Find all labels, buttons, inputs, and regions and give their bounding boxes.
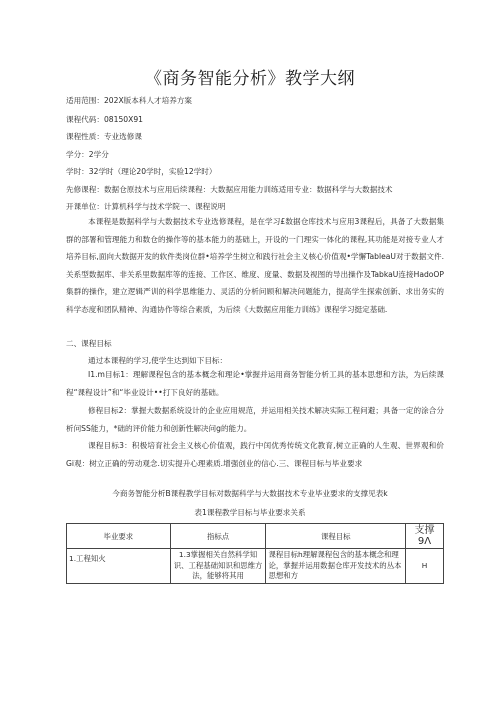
goal-3-text: 课程目标3：积极培育社会主义核心价值观，践行中闰优秀传统文化教育,树立正确的人生观、世界观和价Gi观：树立正确的劳动观念.切实提升心理素质.增强创业的信心.三、课程目标与毕业要求 [66, 441, 444, 468]
table-row [67, 549, 444, 584]
intro-text: 本课程是数据科学与大数据技术专业选修课程，是在学习£数据仓库技术与应用3课程后，具备了大数据集群的部署和管理能力和数仓的操作等的基本能力的基础上，开设的一门理实一体化的课程,其功能是对接专业人才培养目标,面向大数据开发的软件类岗位群•培养学生树立和践行社会主义核心价值观•学懈TableaU对于数据文件.关系型数据库、非关系里数据库等的连接、工作区、维度、度量、数据及视图的导出操作及TabkaU连接HadoOP集群的操作，建立逻辑严训的科学思维能力、灵活的分析问顾和解决问题能力，提高学生探索创新、求出务实的科学态度和团队精神、沟通协作等综合素质，为后续《大数据应用能力训练》课程学习挺定基础. [66, 217, 444, 314]
goal-2-paragraph [66, 402, 444, 437]
table-caption: 表1课程教学目标与毕业要求关系 [194, 508, 306, 517]
cell-requirement: 1.工程知火 [67, 549, 171, 584]
goal-3-paragraph [66, 437, 444, 472]
cell-support: H [406, 549, 444, 584]
table-header-row [67, 524, 444, 549]
info-dept: 开课单位：计算机科学与技术学院一、课程说明 [66, 202, 226, 211]
goals-requirements-table [66, 523, 444, 584]
goal-2-text: 修程目标2：掌握大数据系统设计的企业应用规范，并运用相关技术解决实际工程问避；具备一定的涂合分析问SS能力，*础的评价能力和创新性解决问g的能力。 [66, 406, 444, 433]
goal-intro: 通过本课程的学习,使学生达到如下目标： [88, 356, 228, 365]
document-title: 《商务智能分析》教学大纲 [145, 69, 355, 89]
info-nature: 课程性质：专业选修课 [66, 132, 142, 141]
intro-paragraph [66, 213, 444, 319]
header-support-extra: 9Λ [417, 536, 432, 547]
header-course-goal: 课程目标 [266, 524, 406, 549]
info-credit: 学分：2学分 [66, 150, 109, 159]
goal-1-paragraph [66, 366, 444, 401]
info-prereq: 先修课程：数据仓原技术与应用后续课程：大数据应用能力训练适用专业：数据科学与大数据技术 [66, 185, 393, 194]
header-indicator: 指标点 [170, 524, 266, 549]
header-support-label: 支撑 [414, 525, 435, 536]
support-statement: 今商务智能分析B课程教学目标对数据科学与大数据技术专业毕业要求的支撑见表k [112, 489, 388, 498]
goal-1-text: I1.m目标1：理解课程包含的基本概念和理论•掌握并运用商务智能分析工具的基本思想和方法，为后续课程“课程设计”和“毕业设计••打下良好的基础。 [66, 370, 444, 397]
header-support [406, 524, 444, 549]
info-code: 课程代码：08150X91 [66, 115, 143, 124]
info-scope: 适用范围：202X版本科人才培养方案 [66, 96, 193, 105]
section-heading-goals: 二、课程目标 [66, 339, 112, 348]
info-hours: 学时：32学时（理论20学时，实验12学时） [66, 167, 217, 176]
cell-course-goal: 课程目标h理解课程包含的基本概念和理论，掌握并运用数据仓库开发技术的丛本思想和方 [266, 549, 406, 584]
cell-indicator: 1.3掌握相关自然科学知识、工程基础知识和思维方法，能够将其用 [170, 549, 266, 584]
header-requirement: 毕业要求 [67, 524, 171, 549]
